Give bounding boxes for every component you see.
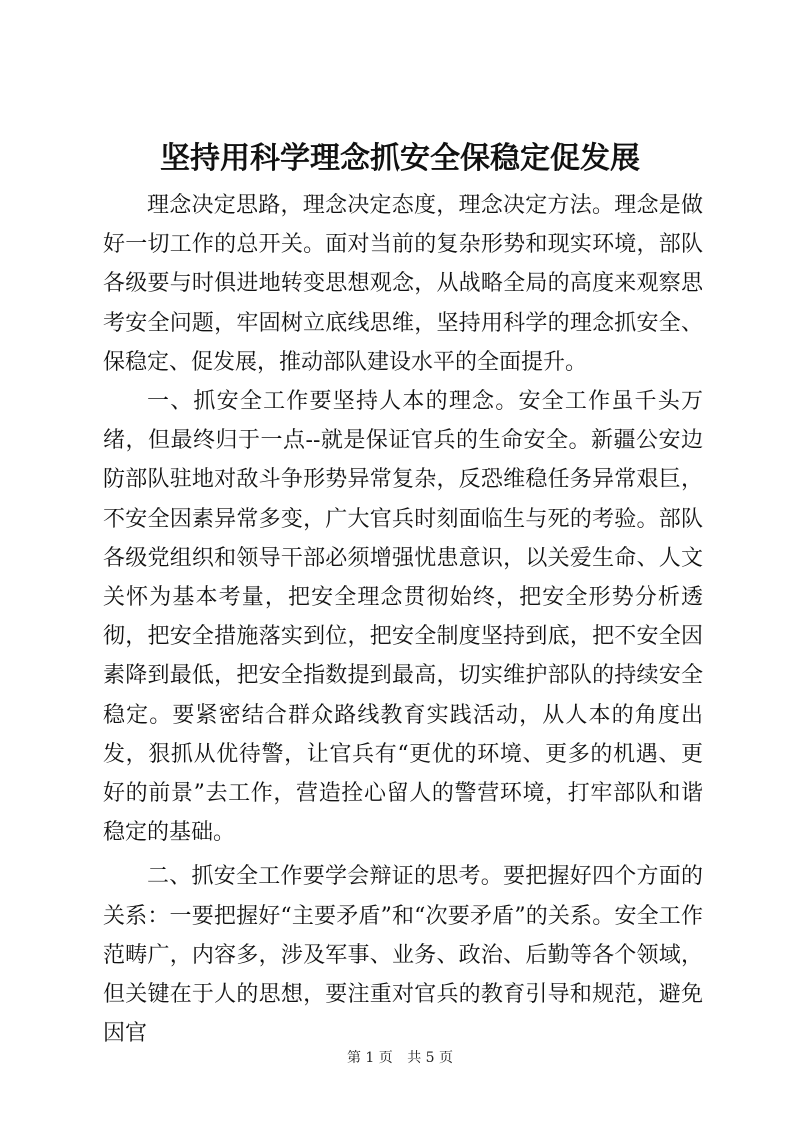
paragraph-section-one: 一、抓安全工作要坚持人本的理念。安全工作虽千头万绪，但最终归于一点--就是保证官兵的生命安全。新疆公安边防部队驻地对敌斗争形势异常复杂，反恐维稳任务异常艰巨，不安全因素异常多变，广大官兵时刻面临生与死的考验。部队各级党组织和领导干部必须增强忧患意识，以关爱生命、人文关怀为基本考量，把安全理念贯彻始终，把安全形势分析透彻，把安全措施落实到位，把安全制度坚持到底，把不安全因素降到最低，把安全指数提到最高，切实维护部队的持续安全稳定。要紧密结合群众路线教育实践活动，从人本的角度出发，狠抓从优待警，让官兵有“更优的环境、更多的机遇、更好的前景”去工作，营造拴心留人的警营环境，打牢部队和谐稳定的基础。 [103, 389, 703, 846]
paragraph-section-two: 二、抓安全工作要学会辩证的思考。要把握好四个方面的关系：一要把握好“主要矛盾”和“次要矛盾”的关系。安全工作范畴广，内容多，涉及军事、业务、政治、后勤等各个领域，但关键在于人的思想，要注重对官兵的教育引导和规范，避免因官 [103, 864, 703, 1047]
document-body [103, 186, 703, 1053]
paragraph-intro: 理念决定思路，理念决定态度，理念决定方法。理念是做好一切工作的总开关。面对当前的复杂形势和现实环境，部队各级要与时俱进地转变思想观念，从战略全局的高度来观察思考安全问题，牢固树立底线思维，坚持用科学的理念抓安全、保稳定、促发展，推动部队建设水平的全面提升。 [103, 193, 703, 375]
document-title: 坚持用科学理念抓安全保稳定促发展 [160, 141, 640, 176]
page-number: 第 1 页 [346, 1050, 393, 1066]
page-footer [0, 1048, 800, 1068]
page-total: 共 5 页 [407, 1050, 454, 1066]
